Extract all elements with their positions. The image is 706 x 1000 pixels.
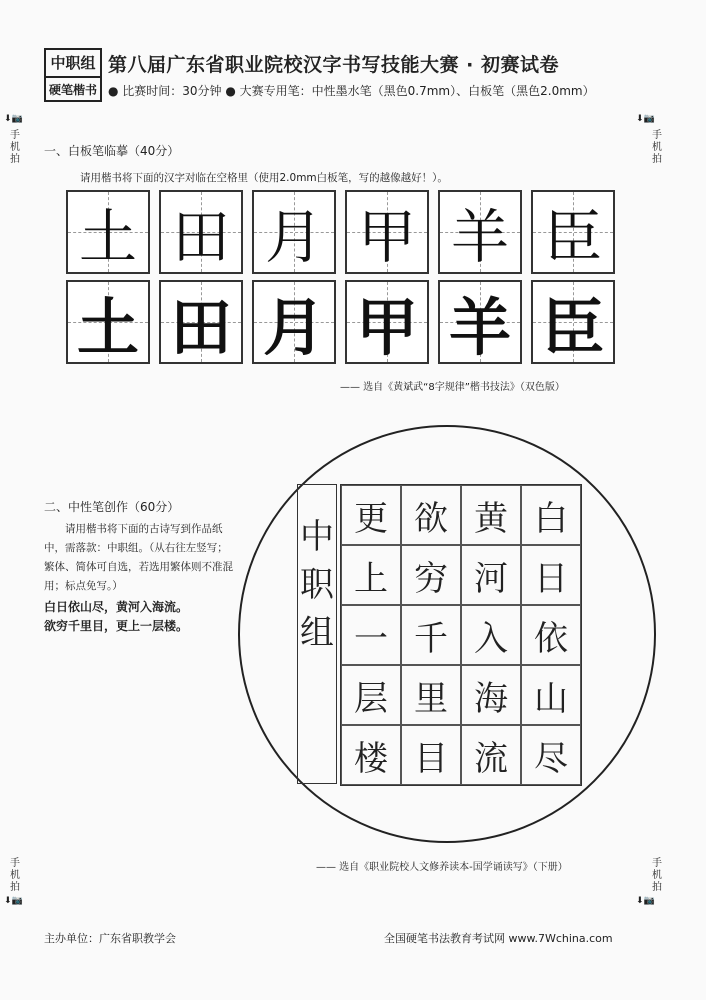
side-note-top-left: 手 机 拍 <box>10 130 20 165</box>
poem-cell: 河 <box>461 545 521 605</box>
written-cell: 甲 <box>345 280 429 364</box>
poem-cell: 目 <box>401 725 461 785</box>
poem-line: 欲穷千里目，更上一层楼。 <box>44 619 189 633</box>
model-cell: 甲 <box>345 190 429 274</box>
poem-cell: 更 <box>341 485 401 545</box>
footer-organizer: 主办单位：广东省职教学会 <box>44 932 176 945</box>
page-title: 第八届广东省职业院校汉字书写技能大赛 · 初赛试卷 <box>108 54 559 76</box>
group-badge <box>44 48 102 102</box>
poem-cell: 欲 <box>401 485 461 545</box>
badge-bottom: 硬笔楷书 <box>48 83 97 97</box>
poem-cell: 海 <box>461 665 521 725</box>
section1-title: 一、白板笔临摹（40分） <box>44 144 180 158</box>
poem-cell: 入 <box>461 605 521 665</box>
poem-cell: 黄 <box>461 485 521 545</box>
written-cell: 土 <box>66 280 150 364</box>
model-cell: 土 <box>66 190 150 274</box>
copy-row-written <box>66 280 624 364</box>
signature-char: 中 <box>300 517 334 557</box>
section1-instruction: 请用楷书将下面的汉字对临在空格里（使用2.0mm白板笔，写的越像越好！）。 <box>80 172 448 184</box>
footer-website: 全国硬笔书法教育考试网 www.7Wchina.com <box>384 932 613 945</box>
side-note-bottom-right: 手 机 拍 <box>652 858 662 893</box>
signature-column <box>297 484 337 784</box>
model-cell: 月 <box>252 190 336 274</box>
poem-cell: 上 <box>341 545 401 605</box>
section2-source: —— 选自《职业院校人文修养读本-国学诵读写》（下册） <box>316 862 568 873</box>
section1-source: —— 选自《黄斌武“8字规律”楷书技法》（双色版） <box>340 382 565 393</box>
poem-cell: 千 <box>401 605 461 665</box>
poem-cell: 依 <box>521 605 581 665</box>
camera-icon: ⬇📷 <box>636 114 655 124</box>
poem-line: 白日依山尽，黄河入海流。 <box>44 600 189 614</box>
side-note-bottom-left: 手 机 拍 <box>10 858 20 893</box>
section2-title: 二、中性笔创作（60分） <box>44 500 180 514</box>
camera-icon: ⬇📷 <box>636 896 655 906</box>
poem-cell: 里 <box>401 665 461 725</box>
written-cell: 田 <box>159 280 243 364</box>
written-cell: 羊 <box>438 280 522 364</box>
written-cell: 臣 <box>531 280 615 364</box>
poem-cell: 穷 <box>401 545 461 605</box>
poem-cell: 层 <box>341 665 401 725</box>
page-subtitle: ● 比赛时间：30分钟 ● 大赛专用笔：中性墨水笔（黑色0.7mm）、白板笔（黑色2.0mm） <box>108 84 595 98</box>
model-cell: 臣 <box>531 190 615 274</box>
poem-cell: 山 <box>521 665 581 725</box>
section2-instruction: 请用楷书将下面的古诗写到作品纸中，需落款：中职组。（从右往左竖写；繁体、简体可自选，若选用繁体则不准混用；标点免写。） 白日依山尽，黄河入海流。 欲穷千里目，更上一层楼。 <box>44 520 234 636</box>
signature-char: 组 <box>300 613 334 653</box>
camera-icon: ⬇📷 <box>4 114 23 124</box>
model-cell: 羊 <box>438 190 522 274</box>
poem-cell: 一 <box>341 605 401 665</box>
signature-char: 职 <box>300 565 334 605</box>
model-cell: 田 <box>159 190 243 274</box>
poem-cell: 流 <box>461 725 521 785</box>
badge-top: 中职组 <box>46 50 100 78</box>
copy-row-model <box>66 190 624 274</box>
poem-cell: 尽 <box>521 725 581 785</box>
camera-icon: ⬇📷 <box>4 896 23 906</box>
poem-cell: 楼 <box>341 725 401 785</box>
poem-grid <box>340 484 582 786</box>
poem-cell: 日 <box>521 545 581 605</box>
poem-cell: 白 <box>521 485 581 545</box>
written-cell: 月 <box>252 280 336 364</box>
side-note-top-right: 手 机 拍 <box>652 130 662 165</box>
